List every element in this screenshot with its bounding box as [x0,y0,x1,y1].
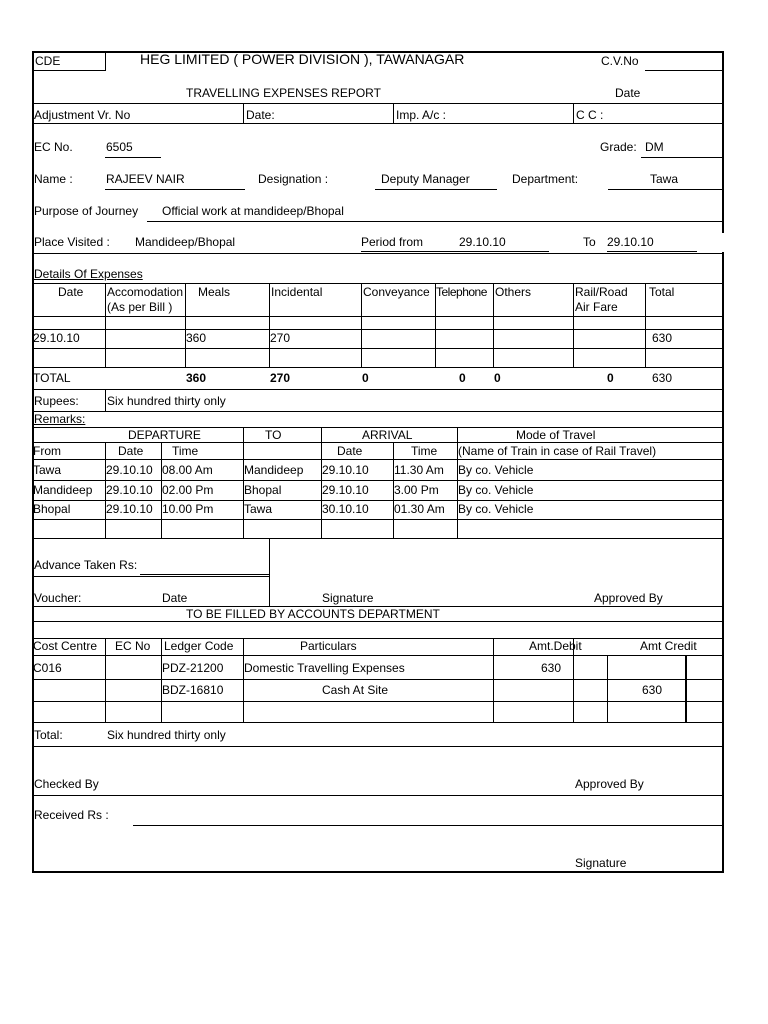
travel-row-arr-time: 3.00 Pm [394,483,439,497]
exp-row-incidental: 270 [270,331,291,345]
acc-row-particulars: Domestic Travelling Expenses [244,661,405,675]
travel-row-to: Tawa [244,502,273,516]
exp-total-incidental: 270 [270,371,291,385]
travel-departure: DEPARTURE [128,428,201,442]
remarks-label: Remarks: [34,412,86,426]
travel-mode-note: (Name of Train in case of Rail Travel) [458,444,657,458]
place-value: Mandideep/Bhopal [135,235,236,249]
rupees-value: Six hundred thirty only [107,394,226,408]
exp-header-others: Others [495,285,532,299]
footer-signature-label: Signature [575,856,627,870]
exp-total-conveyance: 0 [362,371,369,385]
travel-time-header: Time [172,444,199,458]
exp-header-incidental: Incidental [271,285,323,299]
acc-row-particulars: Cash At Site [322,683,389,697]
acc-header-particulars: Particulars [300,639,357,653]
advance-signature-label: Signature [322,591,374,605]
travel-row-time: 08.00 Am [162,463,213,477]
exp-header-rail-1: Rail/Road [575,285,628,299]
travel-row-arr-date: 30.10.10 [322,502,369,516]
acc-row-debit: 630 [541,661,562,675]
advance-label: Advance Taken Rs: [34,558,138,572]
exp-header-accom-1: Accomodation [107,285,184,299]
travel-row-mode: By co. Vehicle [458,483,534,497]
travel-row-date: 29.10.10 [106,502,153,516]
travel-arr-date-header: Date [337,444,363,458]
exp-header-conveyance: Conveyance [363,285,430,299]
imp-label: Imp. A/c : [396,108,447,122]
exp-header-date: Date [58,285,84,299]
footer-approved-label: Approved By [575,777,644,791]
name-label: Name : [34,172,73,186]
travel-row-from: Bhopal [33,502,71,516]
acc-header-credit: Amt Credit [640,639,697,653]
checked-by-label: Checked By [34,777,99,791]
exp-total-meals: 360 [186,371,207,385]
received-label: Received Rs : [34,808,109,822]
exp-header-rail-2: Air Fare [575,300,618,314]
ec-value: 6505 [106,140,133,154]
exp-total-label: TOTAL [33,371,71,385]
travel-from-header: From [33,444,61,458]
acc-row-ledger: BDZ-16810 [162,683,224,697]
grade-label: Grade: [600,140,637,154]
travel-row-date: 29.10.10 [106,483,153,497]
travel-row-time: 10.00 Pm [162,502,214,516]
travel-arrival: ARRIVAL [362,428,413,442]
travel-arr-time-header: Time [411,444,438,458]
ec-label: EC No. [34,140,73,154]
exp-header-telephone: Telephone [436,285,487,299]
acc-total-value: Six hundred thirty only [107,728,226,742]
cde-label: CDE [35,54,61,68]
report-title: TRAVELLING EXPENSES REPORT [186,86,381,100]
purpose-value: Official work at mandideep/Bhopal [162,204,344,218]
acc-header-ec: EC No [115,639,151,653]
exp-total-others: 0 [494,371,501,385]
exp-row-date: 29.10.10 [33,331,80,345]
exp-header-total: Total [649,285,675,299]
acc-row-cost: C016 [33,661,62,675]
exp-header-meals: Meals [198,285,231,299]
grade-value: DM [645,140,664,154]
travel-row-arr-date: 29.10.10 [322,463,369,477]
travel-row-to: Bhopal [244,483,282,497]
travel-mode: Mode of Travel [516,428,596,442]
adjustment-label: Adjustment Vr. No [34,108,131,122]
designation-value: Deputy Manager [381,172,470,186]
travel-row-arr-time: 11.30 Am [394,463,444,477]
travel-row-from: Mandideep [33,483,93,497]
period-from: 29.10.10 [459,235,506,249]
acc-header-ledger: Ledger Code [164,639,234,653]
date2-label: Date: [246,108,275,122]
cv-no-label: C.V.No [601,54,639,68]
cc-label: C C : [576,108,604,122]
department-label: Department: [512,172,579,186]
acc-header-cost: Cost Centre [33,639,98,653]
rupees-label: Rupees: [34,394,79,408]
exp-row-meals: 360 [186,331,207,345]
travel-row-to: Mandideep [244,463,304,477]
travel-row-arr-date: 29.10.10 [322,483,369,497]
advance-date-label: Date [162,591,188,605]
exp-header-accom-2: (As per Bill ) [107,300,173,314]
acc-total-label: Total: [34,728,63,742]
advance-approved-label: Approved By [594,591,663,605]
exp-total-telephone: 0 [459,371,466,385]
travel-row-mode: By co. Vehicle [458,502,534,516]
designation-label: Designation : [258,172,329,186]
expenses-section-label: Details Of Expenses [34,267,143,281]
date-label: Date [615,86,641,100]
travel-row-arr-time: 01.30 Am [394,502,445,516]
travel-row-mode: By co. Vehicle [458,463,534,477]
to-label: To [583,235,596,249]
travel-row-time: 02.00 Pm [162,483,214,497]
purpose-label: Purpose of Journey [34,204,139,218]
acc-row-ledger: PDZ-21200 [162,661,224,675]
voucher-label: Voucher: [34,591,82,605]
exp-total-rail: 0 [607,371,614,385]
period-label: Period from [361,235,424,249]
accounts-title: TO BE FILLED BY ACCOUNTS DEPARTMENT [186,607,440,621]
exp-total-total: 630 [652,371,673,385]
travel-date-header: Date [118,444,144,458]
company-title: HEG LIMITED ( POWER DIVISION ), TAWANAGAR [140,51,465,67]
period-to: 29.10.10 [607,235,654,249]
acc-header-debit: Amt.Debit [529,639,582,653]
acc-row-credit: 630 [642,683,663,697]
travel-row-from: Tawa [33,463,62,477]
exp-row-total: 630 [652,331,673,345]
department-value: Tawa [650,172,679,186]
travel-to: TO [265,428,282,442]
travel-row-date: 29.10.10 [106,463,153,477]
name-value: RAJEEV NAIR [106,172,185,186]
place-label: Place Visited : [34,235,110,249]
